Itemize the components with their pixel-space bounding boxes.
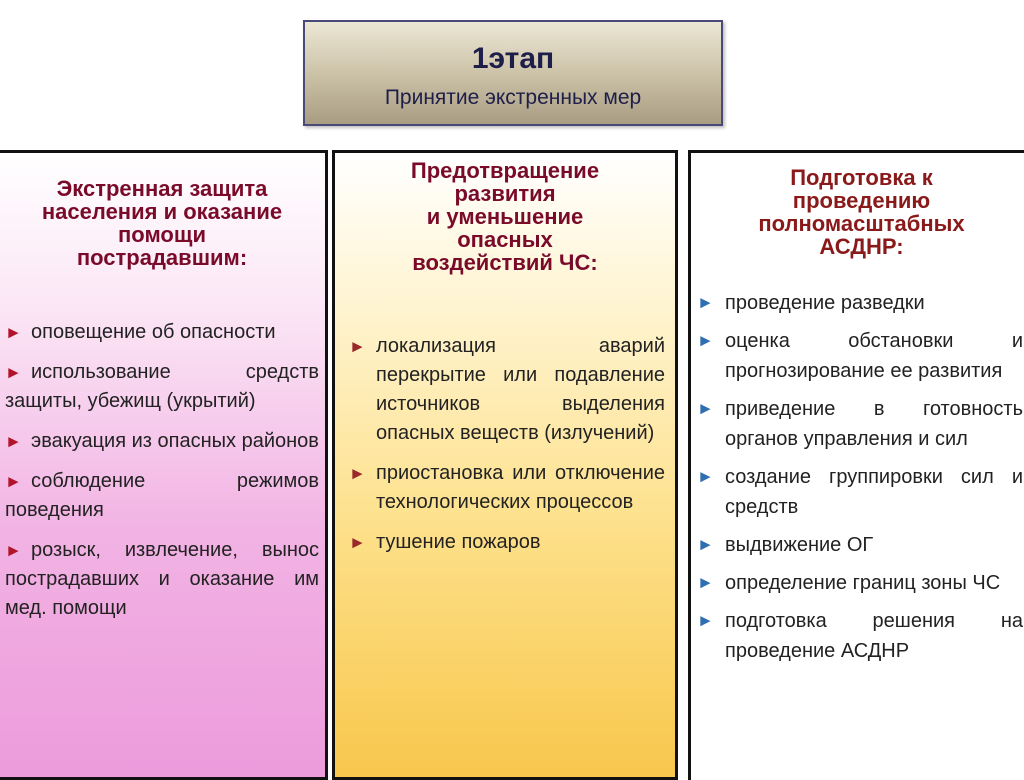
list-item xyxy=(5,358,319,416)
list-item-text: розыск, извлечение, вынос пострадавших и оказание им мед. помощи xyxy=(5,539,319,619)
list-item-text: оценка обстановки и прогнозирование ее развития xyxy=(725,330,1023,382)
list-item-text: проведение разведки xyxy=(725,292,925,314)
list-item-text: оповещение об опасности xyxy=(31,321,276,343)
stage-subtitle: Принятие экстренных мер xyxy=(384,86,642,109)
column-prevention xyxy=(332,150,678,780)
list-item xyxy=(697,288,1023,318)
list-item-text: создание группировки сил и средств xyxy=(725,466,1023,518)
list-item-text: локализация аварий перекрытие или подавление источников выделения опасных веществ (излучений) xyxy=(376,335,665,444)
list-item xyxy=(5,427,319,456)
list-item xyxy=(697,606,1023,666)
list-item-text: приведение в готовность органов управления и сил xyxy=(725,398,1023,450)
list-item xyxy=(697,530,1023,560)
triangle-bullet-icon: ► xyxy=(5,323,22,342)
list-item xyxy=(349,459,665,517)
list-item-text: эвакуация из опасных районов xyxy=(31,430,319,452)
triangle-bullet-icon: ► xyxy=(5,541,22,560)
measures-list xyxy=(5,318,319,634)
triangle-bullet-icon: ► xyxy=(697,399,714,418)
list-item xyxy=(697,568,1023,598)
column-title: Экстренная защита населения и оказание помощи пострадавшим: xyxy=(41,176,283,270)
list-item xyxy=(349,332,665,448)
triangle-bullet-icon: ► xyxy=(5,432,22,451)
triangle-bullet-icon: ► xyxy=(349,337,366,356)
triangle-bullet-icon: ► xyxy=(697,293,714,312)
list-item-text: соблюдение режимов поведения xyxy=(5,470,319,521)
triangle-bullet-icon: ► xyxy=(697,331,714,350)
list-item-text: определение границ зоны ЧС xyxy=(725,572,1001,594)
triangle-bullet-icon: ► xyxy=(697,573,714,592)
triangle-bullet-icon: ► xyxy=(5,472,22,491)
list-item xyxy=(697,394,1023,454)
triangle-bullet-icon: ► xyxy=(349,533,366,552)
column-emergency-protection xyxy=(0,150,328,780)
column-title: Предотвращение развития и уменьшение опасных воздействий ЧС: xyxy=(410,158,600,275)
list-item xyxy=(697,462,1023,522)
stage-title: 1этап xyxy=(471,42,555,75)
list-item-text: использование средств защиты, убежищ (укрытий) xyxy=(5,361,319,412)
triangle-bullet-icon: ► xyxy=(697,535,714,554)
list-item xyxy=(349,528,665,557)
list-item xyxy=(697,326,1023,386)
list-item-text: тушение пожаров xyxy=(376,531,541,553)
list-item xyxy=(5,467,319,525)
column-title: Подготовка к проведению полномасштабных АСДНР: xyxy=(758,165,965,259)
triangle-bullet-icon: ► xyxy=(697,611,714,630)
list-item-text: подготовка решения на проведение АСДНР xyxy=(725,610,1023,662)
list-item xyxy=(5,536,319,623)
list-item-text: выдвижение ОГ xyxy=(725,534,874,556)
stage-header xyxy=(303,20,723,126)
measures-list xyxy=(697,288,1023,674)
list-item xyxy=(5,318,319,347)
list-item-text: приостановка или отключение технологических процессов xyxy=(376,462,665,513)
triangle-bullet-icon: ► xyxy=(697,467,714,486)
measures-list xyxy=(349,332,665,568)
triangle-bullet-icon: ► xyxy=(349,464,366,483)
triangle-bullet-icon: ► xyxy=(5,363,22,382)
column-preparation xyxy=(688,150,1024,780)
